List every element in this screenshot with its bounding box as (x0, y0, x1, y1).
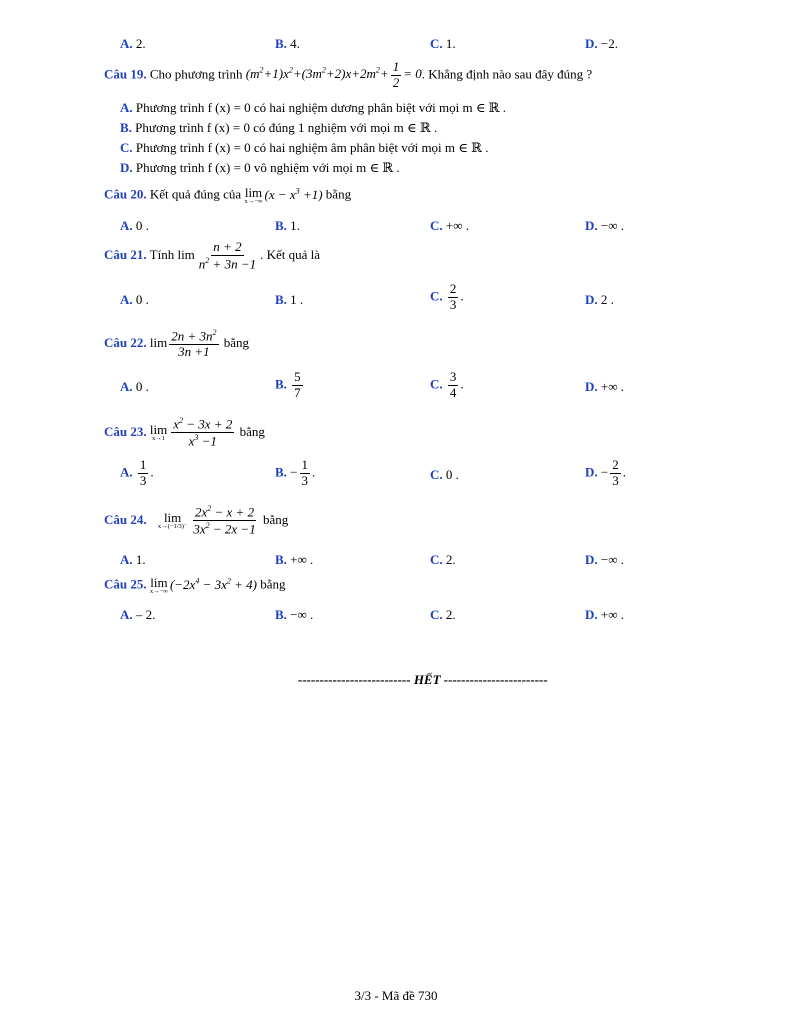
q21-option-b: B. 1 . (275, 292, 304, 307)
q20-stem: Câu 20. Kết quả đúng của lim x→−∞ $(x - x^3 +1)$ bằng (104, 185, 352, 205)
q18-option-d: D. −2. (585, 36, 618, 51)
q21-option-d: D. 2 . (585, 292, 614, 307)
q19-option-d: D. Phương trình f (x) = 0 vô nghiệm với mọi m ∈ ℝ . (120, 160, 400, 175)
q23-option-c: C. 0 . (430, 467, 459, 482)
q23-option-a: A. $\frac{1}{3}$ . (120, 457, 154, 488)
q20-option-a: A. 0 . (120, 218, 149, 233)
q24-option-b: B. +∞ . (275, 552, 314, 567)
q24-stem: Câu 24. lim x→(−1/3)⁻ $\frac{2x^2 - x + 2}{3x^2 - 2x -1}$ bằng (104, 504, 289, 537)
q19-stem: Câu 19. Cho phương trình $(m^2+1)x^2+(3m^2+2)x+2m^2+$ $\frac{1}{2}$ = 0. Khẳng định nào sau đây đúng ? (104, 59, 593, 90)
q19-option-c: C. Phương trình f (x) = 0 có hai nghiệm âm phân biệt với mọi m ∈ ℝ . (120, 140, 489, 155)
q22-option-b: B. $\frac{5}{7}$ (275, 369, 301, 400)
q23-option-d: D. − $\frac{2}{3}$ . (585, 457, 626, 488)
q24-option-d: D. −∞ . (585, 552, 624, 567)
q19-fraction: $\frac{1}{2}$ (392, 59, 400, 90)
q23-option-b: B. − $\frac{1}{3}$ . (275, 457, 316, 488)
q25-option-b: B. −∞ . (275, 607, 314, 622)
q20-option-d: D. −∞ . (585, 218, 624, 233)
q22-option-c: C. $\frac{3}{4}$ . (430, 369, 464, 400)
q24-option-a: A. 1. (120, 552, 146, 567)
q21-option-c: C. $\frac{2}{3}$ . (430, 281, 464, 312)
q20-option-b: B. 1. (275, 218, 300, 233)
q25-option-d: D. +∞ . (585, 607, 624, 622)
q19-option-b: B. Phương trình f (x) = 0 có đúng 1 nghiệm với mọi m ∈ ℝ . (120, 120, 438, 135)
q18-option-b: B. 4. (275, 36, 300, 51)
q25-stem: Câu 25. lim x→−∞ $(-2x^4 - 3x^2 + 4)$ bằng (104, 575, 286, 595)
q18-option-a: A. 2. (120, 36, 146, 51)
q23-fraction: $\frac{x^2 - 3x + 2}{x^3 -1}$ (173, 416, 233, 449)
q22-fraction: $\frac{2n + 3n^2}{3n +1}$ (171, 328, 217, 360)
q21-fraction: $\frac{n + 2}{n^2 + 3n -1}$ (198, 239, 257, 272)
q20-limit: lim x→−∞ (244, 185, 263, 205)
q22-option-d: D. +∞ . (585, 379, 624, 394)
q19-equation: $(m^2+1)x^2+(3m^2+2)x+2m^2+$ $\frac{1}{2}$ = 0 (245, 59, 422, 90)
q21-stem: Câu 21. Tính lim $\frac{n + 2}{n^2 + 3n -1}$ . Kết quả là (104, 239, 321, 272)
q22-stem: Câu 22. lim $\frac{2n + 3n^2}{3n +1}$ bằng (104, 328, 250, 360)
page-footer: 3/3 - Mã đề 730 (354, 988, 438, 1003)
q23-stem: Câu 23. lim x→1 $\frac{x^2 - 3x + 2}{x^3 -1}$ bằng (104, 416, 265, 449)
q24-fraction: $\frac{2x^2 - x + 2}{3x^2 - 2x -1}$ (193, 504, 256, 537)
q25-option-c: C. 2. (430, 607, 456, 622)
q21-option-a: A. 0 . (120, 292, 149, 307)
q22-option-a: A. 0 . (120, 379, 149, 394)
q24-option-c: C. 2. (430, 552, 456, 567)
q25-option-a: A. – 2. (120, 607, 156, 622)
q20-option-c: C. +∞ . (430, 218, 469, 233)
q25-limit: lim x→−∞ (149, 575, 168, 595)
q24-limit: lim x→(−1/3)⁻ (157, 510, 188, 531)
q18-option-c: C. 1. (430, 36, 456, 51)
end-marker: -------------------------- HẾT ------------------------ (298, 672, 548, 687)
q19-option-a: A. Phương trình f (x) = 0 có hai nghiệm dương phân biệt với mọi m ∈ ℝ . (120, 100, 506, 115)
q23-limit: lim x→1 (149, 422, 168, 443)
